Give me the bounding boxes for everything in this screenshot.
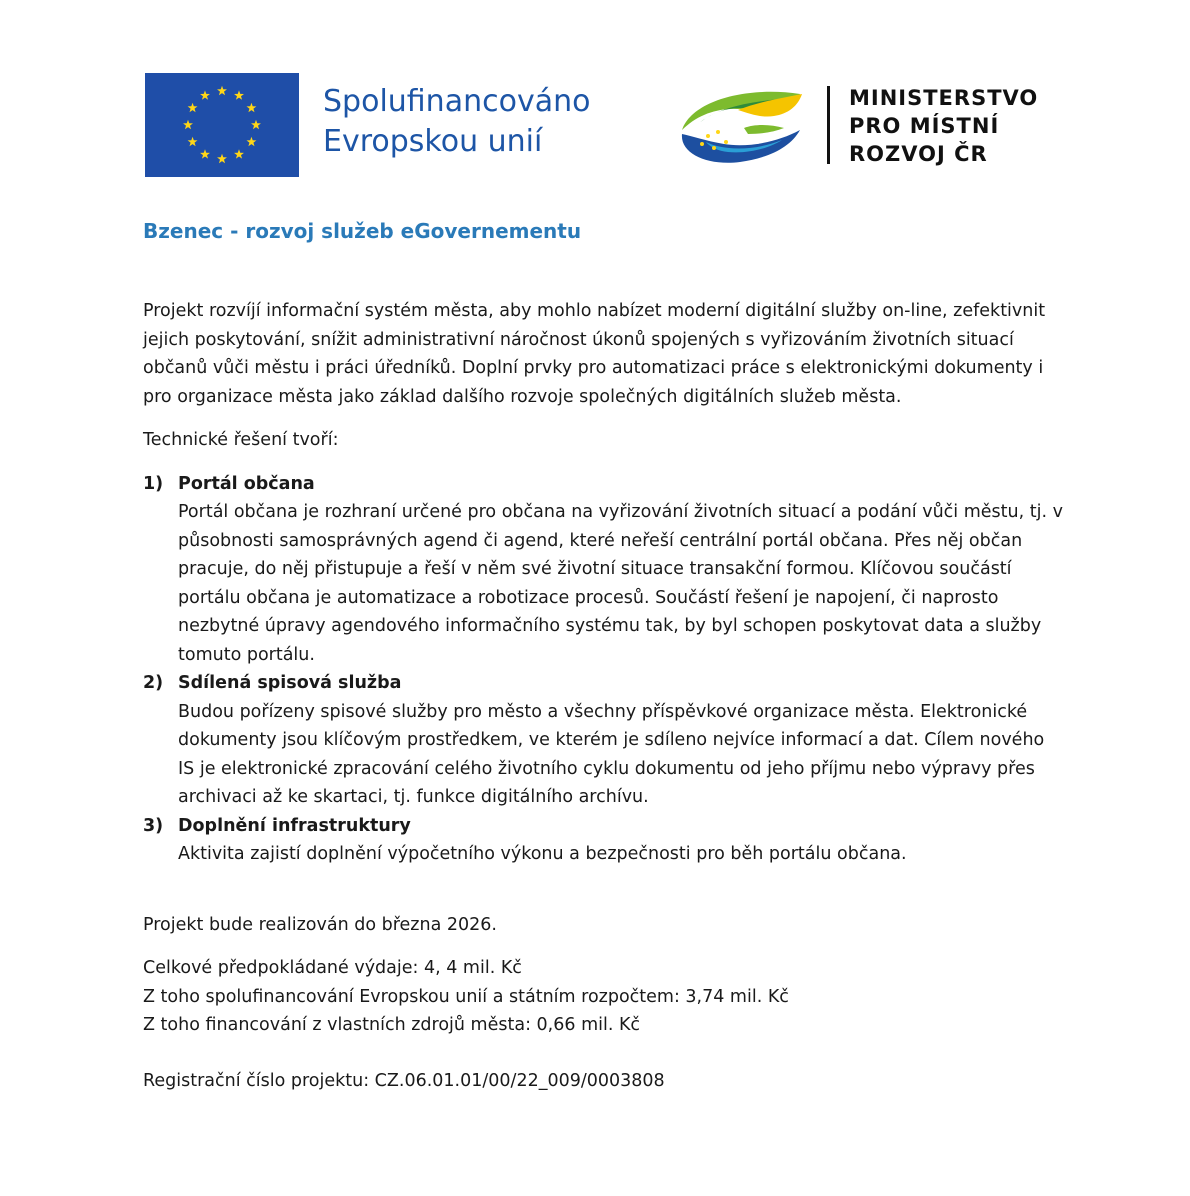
ministry-line-1: MINISTERSTVO [849,86,1039,110]
finance-cofinancing: Z toho spolufinancování Evropskou unií a státním rozpočtem: 3,74 mil. Kč [143,986,789,1007]
eu-star-icon [247,103,257,112]
eu-star-icon [247,137,257,146]
list-item-number: 1) [143,473,164,494]
list-item [143,669,1063,812]
eu-star-icon [188,103,198,112]
registration-number: Registrační číslo projektu: CZ.06.01.01/00/22_009/0003808 [143,1070,665,1091]
ministry-emblem-icon [678,84,808,166]
list-item [143,812,1063,869]
eu-text-line-1: Spolufinancováno [323,84,591,119]
list-item [143,470,1063,670]
list-item-text: Portál občana je rozhraní určené pro občana na vyřizování životních situací a podání vůči městu, tj. v působnosti samosprávných agend či agend, které neřeší centrální portál občana. Přes něj občan pracuje, do něj přistupuje a řeší v něm své životní situace transakční formou. Klíčovou součástí portálu občana je automatizace a robotizace procesů. Součástí řešení je napojení, či naprosto nezbytné úpravy agendového informačního systému tak, by byl schopen poskytovat data a služby tomuto portálu. [178,502,1063,665]
eu-star-icon [251,120,261,129]
eu-star-icon [234,90,244,99]
list-item-heading: Portál občana [178,473,315,494]
ministry-line-3: ROZVOJ ČR [849,142,988,166]
eu-star-icon [217,86,227,95]
eu-cofinancing-text [323,82,590,162]
eu-star-icon [217,154,227,163]
list-item-text: Aktivita zajistí doplnění výpočetního výkonu a bezpečnosti pro běh portálu občana. [178,844,907,864]
eu-text-line-2: Evropskou unií [323,124,543,159]
document-title: Bzenec - rozvoj služeb eGovernementu [143,219,582,243]
list-item-heading: Sdílená spisová služba [178,673,402,693]
solution-list [143,470,1063,869]
eu-star-icon [200,90,210,99]
eu-star-icon [234,149,244,158]
intro-paragraph: Projekt rozvíjí informační systém města, aby mohlo nabízet moderní digitální služby on-line, zefektivnit jejich poskytování, snížit administrativní náročnost úkonů spojených s vyřizováním životních situací občanů vůči městu i práci úředníků. Doplní prvky pro automatizaci práce s elektronickými dokumenty i pro organizace města jako základ dalšího rozvoje společných digitálních služeb města. [143,301,1046,407]
logo-header [0,0,1190,200]
eu-star-icon [183,120,193,129]
logo-divider [827,86,830,164]
ministry-name [849,84,1038,168]
eu-flag-icon [145,73,299,177]
ministry-line-2: PRO MÍSTNÍ [849,114,1000,138]
technical-intro: Technické řešení tvoří: [143,430,339,450]
list-item-number: 2) [143,673,164,693]
list-item-text: Budou pořízeny spisové služby pro město a všechny příspěvkové organizace města. Elektronické dokumenty jsou klíčovým prostředkem, ve kterém je sdíleno nejvíce informací a dat. Cílem nového IS je elektronické zpracování celého životního cyklu dokumentu od jeho příjmu nebo výpravy přes archivaci až ke skartaci, tj. funkce digitálního archívu. [178,701,1045,807]
list-item-number: 3) [143,815,164,836]
finance-total: Celkové předpokládané výdaje: 4, 4 mil. Kč [143,958,522,978]
finance-own: Z toho financování z vlastních zdrojů města: 0,66 mil. Kč [143,1015,641,1035]
list-item-heading: Doplnění infrastruktury [178,815,411,836]
eu-star-icon [188,137,198,146]
realization-date: Projekt bude realizován do března 2026. [143,914,497,935]
finance-summary [143,954,1063,1040]
eu-star-icon [200,149,210,158]
document-body [143,297,1063,1110]
